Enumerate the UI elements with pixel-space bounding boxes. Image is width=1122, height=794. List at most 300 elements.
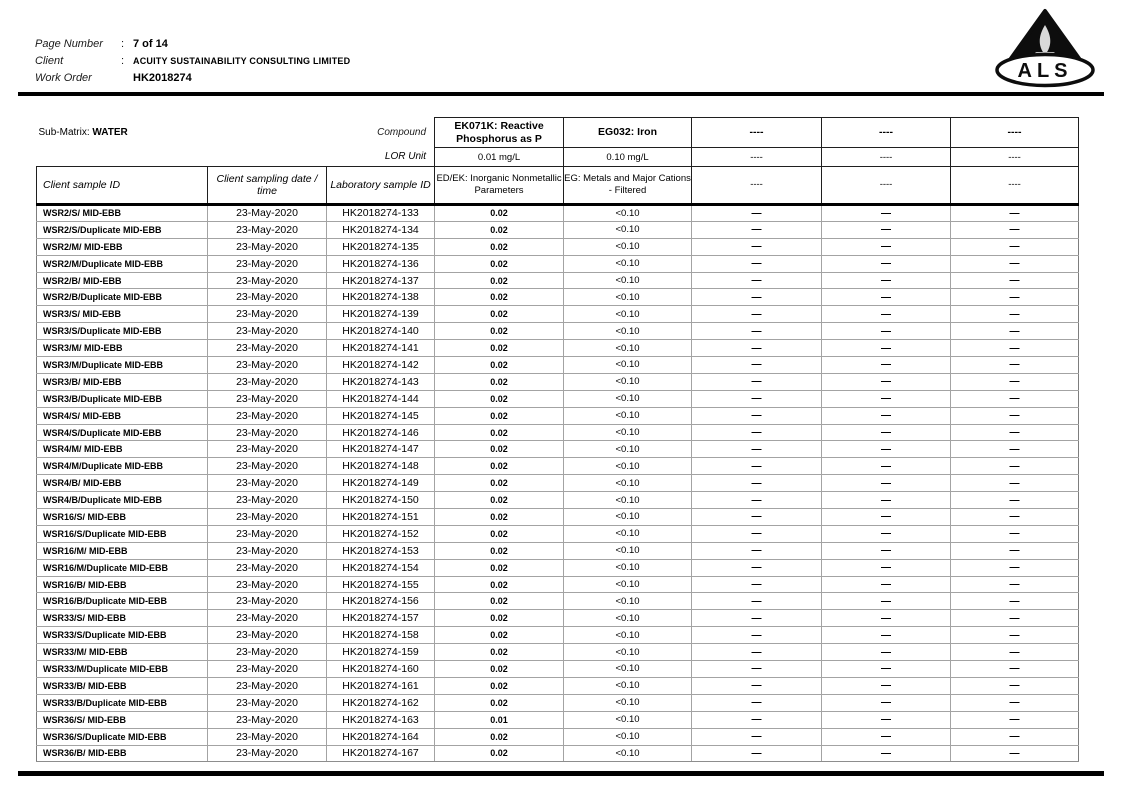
cell-client-sample-id: WSR33/M/Duplicate MID-EBB (37, 661, 208, 678)
cell-extra-3: — (951, 289, 1079, 306)
cell-extra-3: — (951, 221, 1079, 238)
cell-client-sample-id: WSR2/B/ MID-EBB (37, 272, 208, 289)
cell-iron: <0.10 (564, 475, 692, 492)
table-row (37, 424, 1079, 441)
cell-extra-3: — (951, 238, 1079, 255)
cell-client-sample-id: WSR36/B/ MID-EBB (37, 745, 208, 762)
cell-extra-3: — (951, 306, 1079, 323)
cell-sampling-date: 23-May-2020 (208, 323, 327, 340)
table-row (37, 644, 1079, 661)
cell-iron: <0.10 (564, 694, 692, 711)
cell-extra-3: — (951, 711, 1079, 728)
cell-lab-sample-id: HK2018274-148 (327, 458, 435, 475)
cell-extra-1: — (692, 373, 822, 390)
cell-reactive-phosphorus: 0.02 (435, 390, 564, 407)
footer-divider-rule (18, 771, 1104, 776)
cell-extra-1: — (692, 610, 822, 627)
cell-client-sample-id: WSR16/S/ MID-EBB (37, 509, 208, 526)
cell-extra-2: — (822, 661, 951, 678)
cell-reactive-phosphorus: 0.02 (435, 745, 564, 762)
cell-extra-2: — (822, 644, 951, 661)
cell-reactive-phosphorus: 0.02 (435, 306, 564, 323)
cell-client-sample-id: WSR3/S/Duplicate MID-EBB (37, 323, 208, 340)
cell-lab-sample-id: HK2018274-156 (327, 593, 435, 610)
table-row (37, 458, 1079, 475)
cell-lab-sample-id: HK2018274-162 (327, 694, 435, 711)
col-header-method-phosphorus: ED/EK: Inorganic Nonmetallic Parameters (435, 167, 564, 205)
cell-client-sample-id: WSR33/B/Duplicate MID-EBB (37, 694, 208, 711)
cell-reactive-phosphorus: 0.02 (435, 644, 564, 661)
cell-extra-1: — (692, 627, 822, 644)
cell-reactive-phosphorus: 0.02 (435, 255, 564, 272)
cell-iron: <0.10 (564, 627, 692, 644)
cell-iron: <0.10 (564, 357, 692, 374)
cell-iron: <0.10 (564, 272, 692, 289)
cell-sampling-date: 23-May-2020 (208, 542, 327, 559)
compound-header-row (37, 118, 1079, 148)
cell-iron: <0.10 (564, 542, 692, 559)
cell-client-sample-id: WSR16/B/ MID-EBB (37, 576, 208, 593)
cell-extra-1: — (692, 525, 822, 542)
cell-extra-1: — (692, 576, 822, 593)
cell-lab-sample-id: HK2018274-147 (327, 441, 435, 458)
cell-reactive-phosphorus: 0.02 (435, 424, 564, 441)
cell-extra-1: — (692, 694, 822, 711)
cell-lab-sample-id: HK2018274-146 (327, 424, 435, 441)
cell-reactive-phosphorus: 0.02 (435, 475, 564, 492)
work-order-label: Work Order (35, 72, 92, 84)
cell-sampling-date: 23-May-2020 (208, 728, 327, 745)
table-row (37, 289, 1079, 306)
cell-extra-1: — (692, 542, 822, 559)
cell-extra-3: — (951, 576, 1079, 593)
cell-lab-sample-id: HK2018274-136 (327, 255, 435, 272)
cell-sampling-date: 23-May-2020 (208, 627, 327, 644)
cell-extra-3: — (951, 661, 1079, 678)
client-colon: : (121, 55, 125, 67)
cell-extra-2: — (822, 728, 951, 745)
table-row (37, 357, 1079, 374)
compound-header-phosphorus: EK071K: Reactive Phosphorus as P (435, 118, 564, 148)
cell-iron: <0.10 (564, 525, 692, 542)
cell-iron: <0.10 (564, 576, 692, 593)
cell-iron: <0.10 (564, 610, 692, 627)
cell-lab-sample-id: HK2018274-161 (327, 677, 435, 694)
cell-extra-3: — (951, 390, 1079, 407)
cell-iron: <0.10 (564, 424, 692, 441)
cell-lab-sample-id: HK2018274-159 (327, 644, 435, 661)
cell-sampling-date: 23-May-2020 (208, 221, 327, 238)
cell-extra-2: — (822, 627, 951, 644)
cell-extra-3: — (951, 255, 1079, 272)
client-row (35, 55, 350, 72)
cell-extra-2: — (822, 458, 951, 475)
cell-extra-3: — (951, 694, 1079, 711)
cell-iron: <0.10 (564, 492, 692, 509)
cell-lab-sample-id: HK2018274-155 (327, 576, 435, 593)
cell-extra-2: — (822, 492, 951, 509)
cell-iron: <0.10 (564, 745, 692, 762)
cell-extra-1: — (692, 323, 822, 340)
table-row (37, 306, 1079, 323)
page-number-value: 7 of 14 (133, 38, 168, 50)
results-body (37, 205, 1079, 762)
cell-lab-sample-id: HK2018274-145 (327, 407, 435, 424)
cell-reactive-phosphorus: 0.02 (435, 627, 564, 644)
lor-phosphorus: 0.01 mg/L (435, 148, 564, 167)
results-table (36, 117, 1079, 762)
cell-client-sample-id: WSR16/M/Duplicate MID-EBB (37, 559, 208, 576)
cell-extra-1: — (692, 677, 822, 694)
cell-iron: <0.10 (564, 255, 692, 272)
cell-extra-3: — (951, 677, 1079, 694)
cell-lab-sample-id: HK2018274-144 (327, 390, 435, 407)
cell-extra-1: — (692, 593, 822, 610)
cell-iron: <0.10 (564, 593, 692, 610)
cell-extra-3: — (951, 340, 1079, 357)
cell-extra-1: — (692, 306, 822, 323)
cell-extra-2: — (822, 593, 951, 610)
cell-lab-sample-id: HK2018274-163 (327, 711, 435, 728)
cell-reactive-phosphorus: 0.02 (435, 559, 564, 576)
cell-lab-sample-id: HK2018274-137 (327, 272, 435, 289)
cell-lab-sample-id: HK2018274-140 (327, 323, 435, 340)
cell-sampling-date: 23-May-2020 (208, 238, 327, 255)
cell-iron: <0.10 (564, 559, 692, 576)
cell-extra-2: — (822, 441, 951, 458)
lor-unit-row (37, 148, 1079, 167)
table-row (37, 390, 1079, 407)
work-order-row (35, 72, 350, 89)
cell-lab-sample-id: HK2018274-150 (327, 492, 435, 509)
cell-sampling-date: 23-May-2020 (208, 407, 327, 424)
cell-extra-3: — (951, 492, 1079, 509)
cell-sampling-date: 23-May-2020 (208, 677, 327, 694)
cell-extra-1: — (692, 424, 822, 441)
cell-reactive-phosphorus: 0.02 (435, 576, 564, 593)
cell-lab-sample-id: HK2018274-149 (327, 475, 435, 492)
cell-client-sample-id: WSR36/S/Duplicate MID-EBB (37, 728, 208, 745)
compound-header-extra-1: ---- (692, 118, 822, 148)
cell-extra-2: — (822, 576, 951, 593)
cell-reactive-phosphorus: 0.02 (435, 525, 564, 542)
cell-extra-3: — (951, 458, 1079, 475)
cell-lab-sample-id: HK2018274-151 (327, 509, 435, 526)
table-row (37, 492, 1079, 509)
cell-extra-1: — (692, 390, 822, 407)
cell-extra-3: — (951, 525, 1079, 542)
cell-iron: <0.10 (564, 340, 692, 357)
cell-extra-2: — (822, 525, 951, 542)
cell-client-sample-id: WSR33/B/ MID-EBB (37, 677, 208, 694)
cell-client-sample-id: WSR2/B/Duplicate MID-EBB (37, 289, 208, 306)
table-row (37, 627, 1079, 644)
cell-extra-1: — (692, 559, 822, 576)
cell-client-sample-id: WSR4/S/ MID-EBB (37, 407, 208, 424)
cell-extra-2: — (822, 677, 951, 694)
page-number-label: Page Number (35, 38, 103, 50)
cell-iron: <0.10 (564, 390, 692, 407)
table-row (37, 205, 1079, 222)
cell-client-sample-id: WSR2/S/Duplicate MID-EBB (37, 221, 208, 238)
cell-extra-1: — (692, 492, 822, 509)
cell-lab-sample-id: HK2018274-141 (327, 340, 435, 357)
table-row (37, 509, 1079, 526)
cell-reactive-phosphorus: 0.01 (435, 711, 564, 728)
cell-extra-2: — (822, 272, 951, 289)
cell-iron: <0.10 (564, 373, 692, 390)
cell-iron: <0.10 (564, 205, 692, 222)
cell-reactive-phosphorus: 0.02 (435, 728, 564, 745)
cell-sampling-date: 23-May-2020 (208, 525, 327, 542)
cell-lab-sample-id: HK2018274-139 (327, 306, 435, 323)
cell-client-sample-id: WSR2/M/Duplicate MID-EBB (37, 255, 208, 272)
cell-extra-1: — (692, 711, 822, 728)
cell-lab-sample-id: HK2018274-158 (327, 627, 435, 644)
table-row (37, 323, 1079, 340)
cell-reactive-phosphorus: 0.02 (435, 661, 564, 678)
cell-reactive-phosphorus: 0.02 (435, 205, 564, 222)
cell-extra-1: — (692, 441, 822, 458)
cell-lab-sample-id: HK2018274-167 (327, 745, 435, 762)
cell-reactive-phosphorus: 0.02 (435, 323, 564, 340)
cell-extra-1: — (692, 272, 822, 289)
cell-extra-2: — (822, 694, 951, 711)
cell-client-sample-id: WSR4/B/Duplicate MID-EBB (37, 492, 208, 509)
cell-extra-3: — (951, 509, 1079, 526)
compound-header-extra-3: ---- (951, 118, 1079, 148)
cell-extra-3: — (951, 593, 1079, 610)
cell-lab-sample-id: HK2018274-135 (327, 238, 435, 255)
cell-lab-sample-id: HK2018274-133 (327, 205, 435, 222)
table-row (37, 711, 1079, 728)
table-row (37, 559, 1079, 576)
cell-sampling-date: 23-May-2020 (208, 559, 327, 576)
cell-iron: <0.10 (564, 509, 692, 526)
column-header-row (37, 167, 1079, 205)
col-header-method-iron: EG: Metals and Major Cations - Filtered (564, 167, 692, 205)
cell-extra-2: — (822, 542, 951, 559)
cell-iron: <0.10 (564, 728, 692, 745)
cell-sampling-date: 23-May-2020 (208, 492, 327, 509)
cell-extra-3: — (951, 542, 1079, 559)
work-order-value: HK2018274 (133, 72, 192, 84)
cell-extra-2: — (822, 205, 951, 222)
col-header-sampling-date: Client sampling date / time (208, 167, 327, 205)
cell-sampling-date: 23-May-2020 (208, 424, 327, 441)
cell-extra-3: — (951, 644, 1079, 661)
cell-iron: <0.10 (564, 661, 692, 678)
col-header-lab-sample-id: Laboratory sample ID (327, 167, 435, 205)
lor-iron: 0.10 mg/L (564, 148, 692, 167)
cell-iron: <0.10 (564, 323, 692, 340)
cell-extra-3: — (951, 407, 1079, 424)
cell-client-sample-id: WSR4/B/ MID-EBB (37, 475, 208, 492)
table-row (37, 340, 1079, 357)
cell-iron: <0.10 (564, 407, 692, 424)
cell-extra-3: — (951, 745, 1079, 762)
cell-iron: <0.10 (564, 306, 692, 323)
col-header-extra-3: ---- (951, 167, 1079, 205)
cell-sampling-date: 23-May-2020 (208, 610, 327, 627)
cell-extra-1: — (692, 509, 822, 526)
cell-sampling-date: 23-May-2020 (208, 458, 327, 475)
table-row (37, 221, 1079, 238)
cell-client-sample-id: WSR3/B/ MID-EBB (37, 373, 208, 390)
cell-extra-1: — (692, 745, 822, 762)
cell-lab-sample-id: HK2018274-157 (327, 610, 435, 627)
cell-client-sample-id: WSR16/S/Duplicate MID-EBB (37, 525, 208, 542)
cell-reactive-phosphorus: 0.02 (435, 542, 564, 559)
table-row (37, 373, 1079, 390)
cell-client-sample-id: WSR3/M/ MID-EBB (37, 340, 208, 357)
cell-extra-1: — (692, 407, 822, 424)
cell-extra-3: — (951, 323, 1079, 340)
client-value: ACUITY SUSTAINABILITY CONSULTING LIMITED (133, 56, 351, 66)
cell-iron: <0.10 (564, 441, 692, 458)
table-row (37, 475, 1079, 492)
cell-reactive-phosphorus: 0.02 (435, 610, 564, 627)
cell-extra-2: — (822, 390, 951, 407)
cell-extra-1: — (692, 289, 822, 306)
col-header-extra-1: ---- (692, 167, 822, 205)
cell-sampling-date: 23-May-2020 (208, 373, 327, 390)
cell-extra-1: — (692, 728, 822, 745)
logo-text: ALS (1017, 60, 1073, 82)
cell-sampling-date: 23-May-2020 (208, 340, 327, 357)
cell-iron: <0.10 (564, 289, 692, 306)
cell-extra-2: — (822, 255, 951, 272)
cell-extra-2: — (822, 424, 951, 441)
cell-iron: <0.10 (564, 221, 692, 238)
cell-reactive-phosphorus: 0.02 (435, 593, 564, 610)
cell-reactive-phosphorus: 0.02 (435, 694, 564, 711)
cell-extra-1: — (692, 357, 822, 374)
cell-lab-sample-id: HK2018274-152 (327, 525, 435, 542)
cell-extra-1: — (692, 221, 822, 238)
cell-sampling-date: 23-May-2020 (208, 289, 327, 306)
table-row (37, 728, 1079, 745)
page-number-row (35, 38, 350, 55)
cell-reactive-phosphorus: 0.02 (435, 441, 564, 458)
cell-sampling-date: 23-May-2020 (208, 441, 327, 458)
cell-client-sample-id: WSR33/S/ MID-EBB (37, 610, 208, 627)
lor-extra-1: ---- (692, 148, 822, 167)
cell-extra-1: — (692, 475, 822, 492)
cell-client-sample-id: WSR2/M/ MID-EBB (37, 238, 208, 255)
table-row (37, 677, 1079, 694)
table-row (37, 255, 1079, 272)
cell-iron: <0.10 (564, 711, 692, 728)
cell-sampling-date: 23-May-2020 (208, 661, 327, 678)
cell-reactive-phosphorus: 0.02 (435, 677, 564, 694)
cell-lab-sample-id: HK2018274-160 (327, 661, 435, 678)
cell-sampling-date: 23-May-2020 (208, 745, 327, 762)
report-header (35, 38, 350, 89)
sub-matrix-cell (37, 118, 435, 148)
cell-extra-1: — (692, 205, 822, 222)
cell-client-sample-id: WSR4/M/Duplicate MID-EBB (37, 458, 208, 475)
cell-extra-2: — (822, 221, 951, 238)
cell-reactive-phosphorus: 0.02 (435, 509, 564, 526)
cell-client-sample-id: WSR16/M/ MID-EBB (37, 542, 208, 559)
cell-lab-sample-id: HK2018274-153 (327, 542, 435, 559)
cell-extra-3: — (951, 205, 1079, 222)
col-header-extra-2: ---- (822, 167, 951, 205)
cell-sampling-date: 23-May-2020 (208, 272, 327, 289)
cell-sampling-date: 23-May-2020 (208, 357, 327, 374)
lor-extra-3: ---- (951, 148, 1079, 167)
cell-lab-sample-id: HK2018274-142 (327, 357, 435, 374)
cell-extra-2: — (822, 357, 951, 374)
cell-extra-3: — (951, 610, 1079, 627)
client-label: Client (35, 55, 64, 67)
cell-extra-3: — (951, 424, 1079, 441)
cell-extra-3: — (951, 357, 1079, 374)
cell-reactive-phosphorus: 0.02 (435, 458, 564, 475)
cell-reactive-phosphorus: 0.02 (435, 340, 564, 357)
cell-client-sample-id: WSR3/S/ MID-EBB (37, 306, 208, 323)
table-row (37, 661, 1079, 678)
cell-extra-2: — (822, 306, 951, 323)
table-row (37, 238, 1079, 255)
cell-client-sample-id: WSR33/S/Duplicate MID-EBB (37, 627, 208, 644)
compound-header-extra-2: ---- (822, 118, 951, 148)
table-row (37, 542, 1079, 559)
cell-reactive-phosphorus: 0.02 (435, 221, 564, 238)
cell-extra-2: — (822, 289, 951, 306)
cell-reactive-phosphorus: 0.02 (435, 407, 564, 424)
cell-sampling-date: 23-May-2020 (208, 205, 327, 222)
cell-client-sample-id: WSR4/S/Duplicate MID-EBB (37, 424, 208, 441)
page-number-colon: : (121, 38, 125, 50)
table-row (37, 407, 1079, 424)
cell-extra-3: — (951, 373, 1079, 390)
cell-sampling-date: 23-May-2020 (208, 711, 327, 728)
cell-lab-sample-id: HK2018274-154 (327, 559, 435, 576)
cell-lab-sample-id: HK2018274-134 (327, 221, 435, 238)
cell-client-sample-id: WSR2/S/ MID-EBB (37, 205, 208, 222)
cell-extra-2: — (822, 610, 951, 627)
cell-reactive-phosphorus: 0.02 (435, 238, 564, 255)
cell-reactive-phosphorus: 0.02 (435, 357, 564, 374)
cell-sampling-date: 23-May-2020 (208, 644, 327, 661)
cell-extra-2: — (822, 509, 951, 526)
cell-client-sample-id: WSR3/B/Duplicate MID-EBB (37, 390, 208, 407)
cell-client-sample-id: WSR16/B/Duplicate MID-EBB (37, 593, 208, 610)
cell-reactive-phosphorus: 0.02 (435, 373, 564, 390)
cell-extra-3: — (951, 441, 1079, 458)
table-row (37, 441, 1079, 458)
cell-extra-2: — (822, 559, 951, 576)
compound-label: Compound (377, 127, 427, 138)
cell-extra-2: — (822, 340, 951, 357)
cell-extra-2: — (822, 323, 951, 340)
table-row (37, 593, 1079, 610)
cell-extra-1: — (692, 661, 822, 678)
cell-extra-3: — (951, 272, 1079, 289)
cell-sampling-date: 23-May-2020 (208, 306, 327, 323)
header-divider-rule (18, 92, 1104, 96)
cell-extra-3: — (951, 475, 1079, 492)
cell-reactive-phosphorus: 0.02 (435, 289, 564, 306)
cell-sampling-date: 23-May-2020 (208, 390, 327, 407)
cell-iron: <0.10 (564, 644, 692, 661)
table-row (37, 272, 1079, 289)
cell-reactive-phosphorus: 0.02 (435, 492, 564, 509)
cell-sampling-date: 23-May-2020 (208, 475, 327, 492)
cell-client-sample-id: WSR33/M/ MID-EBB (37, 644, 208, 661)
